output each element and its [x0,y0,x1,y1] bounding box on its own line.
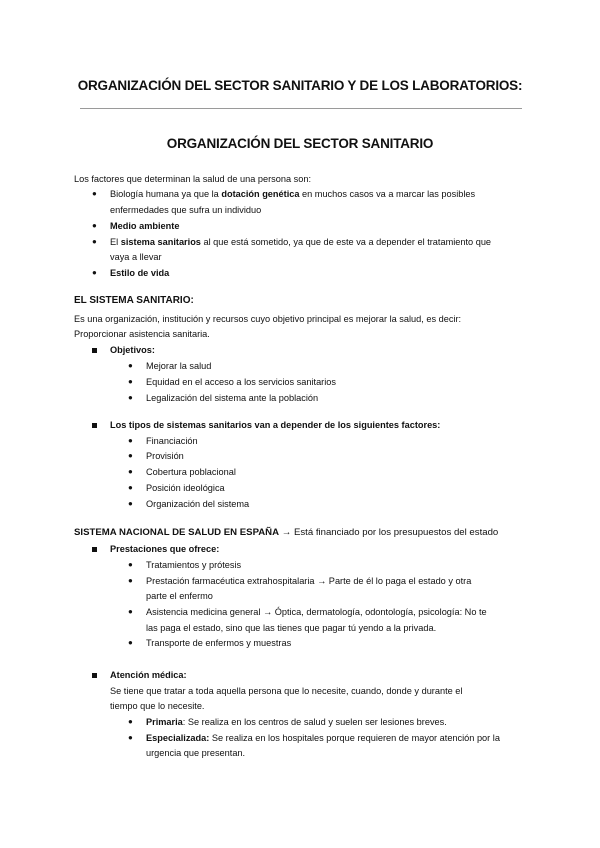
prestacion-item: Tratamientos y prótesis [146,560,242,570]
bullet-icon: ● [92,237,97,246]
factor-item-3 [110,236,491,248]
document-title: ORGANIZACIÓN DEL SECTOR SANITARIO Y DE LOS LABORATORIOS: [77,78,523,93]
prestacion-item: Prestación farmacéutica extrahospitalaria → Parte de él lo paga el estado y otra [146,576,472,586]
objetivo-item: Equidad en el acceso a los servicios sanitarios [146,377,336,387]
factor-item-4: Estilo de vida [110,268,170,278]
title-divider [80,108,522,109]
tipos-label: Los tipos de sistemas sanitarios van a depender de los siguientes factores: [110,420,441,430]
prestacion-item-continued: parte el enfermo [146,591,213,601]
bullet-icon: ● [128,560,133,569]
bullet-icon: ● [92,221,97,230]
square-bullet-icon [92,673,97,678]
sns-heading-text: → Está financiado por los presupuestos del estado [279,527,499,538]
factor-text: El [110,237,121,247]
bullet-icon: ● [92,268,97,277]
prestaciones-label: Prestaciones que ofrece: [110,544,220,554]
prestacion-item: Transporte de enfermos y muestras [146,638,292,648]
sistema-description: Es una organización, institución y recursos cuyo objetivo principal es mejorar la salud, es decir: [74,314,462,324]
bullet-icon: ● [128,499,133,508]
atencion-description: Se tiene que tratar a toda aquella persona que lo necesite, cuando, donde y durante el [110,686,463,696]
sistema-description-continued: Proporcionar asistencia sanitaria. [74,329,210,339]
square-bullet-icon [92,547,97,552]
bullet-icon: ● [128,436,133,445]
primaria-label: Primaria [146,717,183,727]
bullet-icon: ● [128,733,133,742]
prestacion-item: Asistencia medicina general → Óptica, dermatología, odontología, psicología: No te [146,607,487,617]
tipo-item: Posición ideológica [146,483,225,493]
especializada-label: Especializada: [146,733,210,743]
bullet-icon: ● [128,576,133,585]
primaria-item [146,716,447,728]
atencion-description-continued: tiempo que lo necesite. [110,701,205,711]
bullet-icon: ● [128,717,133,726]
tipo-item: Provisión [146,451,184,461]
tipo-item: Financiación [146,436,198,446]
objetivos-label: Objetivos: [110,345,155,355]
square-bullet-icon [92,423,97,428]
atencion-label: Atención médica: [110,670,187,680]
factor-bold-text: sistema sanitarios [120,237,201,247]
tipo-item: Cobertura poblacional [146,467,236,477]
bullet-icon: ● [128,377,133,386]
factor-text: Biología humana ya que la [110,189,222,199]
objetivo-item: Mejorar la salud [146,361,212,371]
bullet-icon: ● [92,189,97,198]
sns-heading-bold: SISTEMA NACIONAL DE SALUD EN ESPAÑA [74,527,280,538]
especializada-item-continued: urgencia que presentan. [146,748,246,758]
sistema-sanitario-heading: EL SISTEMA SANITARIO: [74,295,194,306]
prestacion-item-continued: las paga el estado, sino que las tienes que pagar tú yendo a la privada. [146,623,437,633]
tipo-item: Organización del sistema [146,499,250,509]
bullet-icon: ● [128,393,133,402]
bullet-icon: ● [128,361,133,370]
factor-text: al que está sometido, ya que de este va a depender el tratamiento que [200,237,492,247]
bullet-icon: ● [128,638,133,647]
bullet-icon: ● [128,451,133,460]
section-title: ORGANIZACIÓN DEL SECTOR SANITARIO [166,136,434,151]
factor-item-1 [110,188,475,200]
factor-bold-text: dotación genética [221,189,300,199]
bullet-icon: ● [128,607,133,616]
bullet-icon: ● [128,467,133,476]
especializada-item [146,732,500,744]
sns-heading [74,527,498,539]
bullet-icon: ● [128,483,133,492]
factor-item-1-continued: enfermedades que sufra un individuo [110,205,262,215]
factor-item-3-continued: vaya a llevar [110,252,162,262]
factor-text: en muchos casos va a marcar las posibles [299,189,476,199]
objetivo-item: Legalización del sistema ante la población [146,393,319,403]
factor-item-2: Medio ambiente [110,221,180,231]
primaria-text: : Se realiza en los centros de salud y suelen ser lesiones breves. [182,717,447,727]
intro-text: Los factores que determinan la salud de una persona son: [74,174,311,184]
square-bullet-icon [92,348,97,353]
especializada-text: Se realiza en los hospitales porque requieren de mayor atención por la [209,733,500,743]
